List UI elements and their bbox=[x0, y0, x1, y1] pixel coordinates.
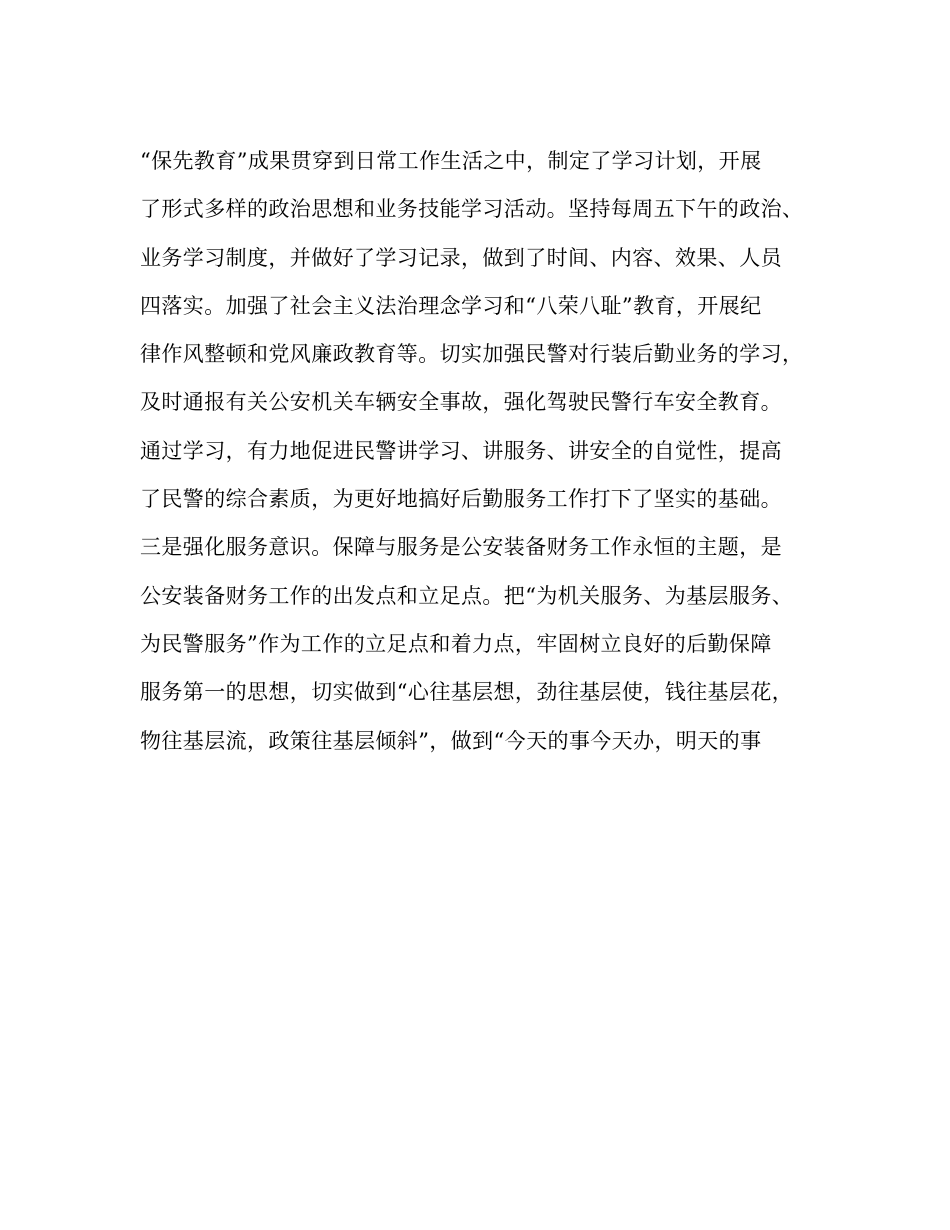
text-line-6: 及时通报有关公安机关车辆安全事故，强化驾驶民警行车安全教育。 bbox=[140, 390, 782, 415]
text-line-2: 了形式多样的政治思想和业务技能学习活动。坚持每周五下午的政治、 bbox=[140, 197, 804, 222]
text-line-3: 业务学习制度，并做好了学习记录，做到了时间、内容、效果、人员 bbox=[140, 245, 782, 270]
text-line-11: 为民警服务”作为工作的立足点和着力点，牢固树立良好的后勤保障 bbox=[140, 631, 772, 656]
text-line-4: 四落实。加强了社会主义法治理念学习和“八荣八耻”教育，开展纪 bbox=[140, 293, 762, 318]
body-text bbox=[140, 137, 840, 765]
text-line-8: 了民警的综合素质，为更好地搞好后勤服务工作打下了坚实的基础。 bbox=[140, 487, 782, 512]
text-line-9: 三是强化服务意识。保障与服务是公安装备财务工作永恒的主题，是 bbox=[140, 535, 782, 560]
text-line-7: 通过学习，有力地促进民警讲学习、讲服务、讲安全的自觉性，提高 bbox=[140, 438, 782, 463]
text-line-13: 物往基层流，政策往基层倾斜”，做到“今天的事今天办，明天的事 bbox=[140, 728, 762, 753]
text-line-12: 服务第一的思想，切实做到“心往基层想，劲往基层使，钱往基层花， bbox=[140, 680, 794, 705]
text-line-10: 公安装备财务工作的出发点和立足点。把“为机关服务、为基层服务、 bbox=[140, 583, 794, 608]
text-line-1: “保先教育”成果贯穿到日常工作生活之中，制定了学习计划，开展 bbox=[140, 149, 762, 173]
text-line-5: 律作风整顿和党风廉政教育等。切实加强民警对行装后勤业务的学习， bbox=[140, 342, 804, 367]
